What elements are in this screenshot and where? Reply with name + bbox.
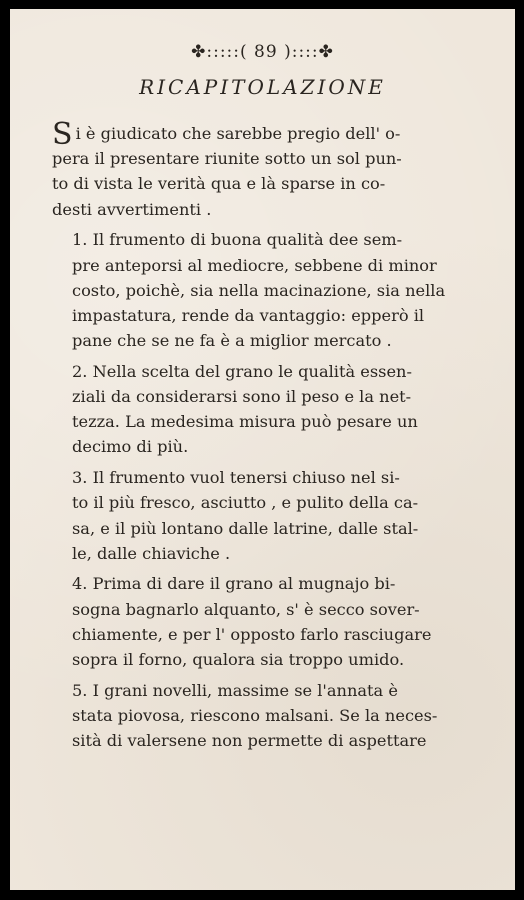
text-line: stata piovosa, riescono malsani. Se la neces- bbox=[72, 705, 438, 725]
text-line: to di vista le verità qua e là sparse in co- bbox=[52, 174, 386, 194]
text-line: 5. I grani novelli, massime se l'annata è bbox=[72, 680, 398, 700]
section-title: RICAPITOLAZIONE bbox=[139, 75, 386, 99]
point-1-paragraph bbox=[52, 227, 446, 353]
text-line: costo, poichè, sia nella macinazione, sia nella bbox=[72, 280, 446, 300]
text-line: 2. Nella scelta del grano le qualità essen- bbox=[72, 361, 412, 381]
text-line: ziali da considerarsi sono il peso e la net- bbox=[72, 387, 412, 407]
running-head-text: ✤:::::( 89 )::::✤ bbox=[191, 42, 334, 62]
intro-paragraph bbox=[52, 117, 442, 222]
text-line: 4. Prima di dare il grano al mugnajo bi- bbox=[72, 574, 396, 594]
text-line: sogna bagnarlo alquanto, s' è secco sover- bbox=[72, 599, 420, 619]
page-number-header bbox=[10, 42, 515, 62]
text-line: i è giudicato che sarebbe pregio dell' o- bbox=[75, 124, 401, 143]
text-line: chiamente, e per l' opposto farlo rasciugare bbox=[72, 624, 432, 644]
text-line: pre anteporsi al mediocre, sebbene di minor bbox=[72, 255, 437, 275]
text-line: le, dalle chiaviche . bbox=[72, 543, 231, 563]
point-3-paragraph bbox=[52, 465, 442, 566]
text-line: pera il presentare riunite sotto un sol pun- bbox=[52, 149, 402, 169]
text-line: 1. Il frumento di buona qualità dee sem- bbox=[72, 230, 403, 250]
text-line: pane che se ne fa è a miglior mercato . bbox=[72, 331, 392, 351]
text-line: to il più fresco, asciutto , e pulito della ca- bbox=[72, 493, 419, 513]
point-2-paragraph bbox=[52, 359, 442, 460]
text-line: 3. Il frumento vuol tenersi chiuso nel si- bbox=[72, 468, 400, 488]
text-line: impastatura, rende da vantaggio: epperò il bbox=[72, 305, 425, 325]
text-line: sità di valersene non permette di aspettare bbox=[72, 731, 427, 751]
point-4-paragraph bbox=[52, 571, 442, 672]
text-line: decimo di più. bbox=[72, 437, 189, 457]
text-line: sa, e il più lontano dalle latrine, dalle stal- bbox=[72, 518, 419, 538]
text-line: tezza. La medesima misura può pesare un bbox=[72, 412, 418, 432]
drop-cap: S bbox=[52, 117, 73, 152]
text-line: sopra il forno, qualora sia troppo umido. bbox=[72, 650, 405, 670]
point-5-paragraph bbox=[52, 678, 442, 754]
text-line: desti avvertimenti . bbox=[52, 199, 212, 219]
book-page bbox=[10, 9, 515, 890]
body-text bbox=[52, 117, 446, 759]
